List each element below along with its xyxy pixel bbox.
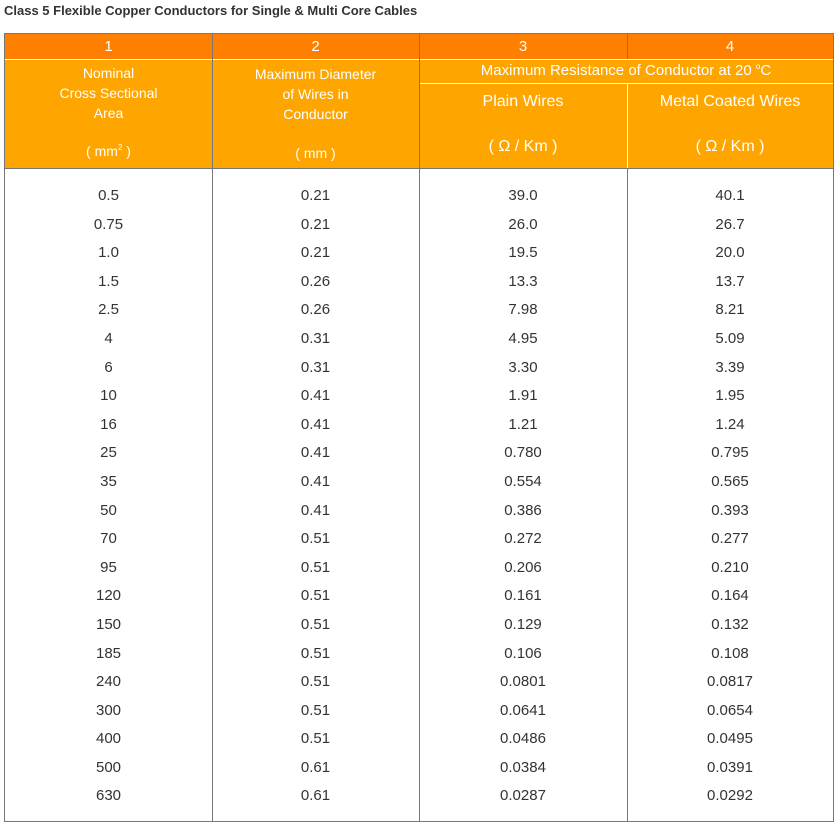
- max-wire-diameter-cell: 0.26: [300, 272, 331, 290]
- header-group-label: Maximum Resistance of Conductor at 20: [480, 62, 756, 79]
- header-col1-line1: Nominal: [82, 65, 135, 81]
- cross-sectional-area-cell: 95: [100, 558, 117, 576]
- max-wire-diameter-cell: 0.21: [300, 215, 331, 233]
- resistance-coated-cell: 0.108: [711, 644, 749, 662]
- table-row: [5, 525, 833, 554]
- table-row: [5, 296, 833, 325]
- table-row: [5, 697, 833, 726]
- cross-sectional-area-cell: 240: [95, 673, 122, 691]
- max-wire-diameter-cell: 0.51: [300, 587, 331, 605]
- resistance-coated-cell: 0.0391: [707, 758, 753, 776]
- resistance-plain-cell: 0.206: [504, 558, 542, 576]
- max-wire-diameter-cell: 0.41: [300, 387, 331, 405]
- resistance-plain-cell: 4.95: [508, 329, 538, 347]
- resistance-coated-cell: 0.277: [711, 530, 749, 548]
- resistance-plain-cell: 0.272: [504, 530, 542, 548]
- table-row: [5, 182, 833, 211]
- max-wire-diameter-cell: 0.41: [300, 415, 331, 433]
- max-wire-diameter-cell: 0.61: [300, 758, 331, 776]
- header-col2-line1: Maximum Diameter: [254, 66, 377, 82]
- header-group-resistance: [419, 61, 833, 83]
- resistance-plain-cell: 0.161: [504, 587, 542, 605]
- header-col4-unit: ( Ω / Km ): [695, 138, 765, 155]
- header-col1-unit-open: ( mm: [86, 143, 118, 159]
- table-row: [5, 239, 833, 268]
- cross-sectional-area-cell: 300: [95, 701, 122, 719]
- resistance-plain-cell: 39.0: [508, 187, 538, 204]
- resistance-plain-cell: 7.98: [508, 301, 538, 319]
- cross-sectional-area-cell: 1.0: [98, 244, 119, 262]
- table-row: [5, 554, 833, 583]
- resistance-coated-cell: 1.95: [715, 387, 745, 405]
- max-wire-diameter-cell: 0.26: [300, 301, 331, 319]
- page-title: Class 5 Flexible Copper Conductors for Single & Multi Core Cables: [4, 3, 418, 18]
- table-row: [5, 754, 833, 783]
- table-row: [5, 325, 833, 354]
- resistance-plain-cell: 26.0: [508, 215, 538, 233]
- resistance-coated-cell: 0.565: [711, 472, 749, 490]
- header-col4-label: Metal Coated Wires: [659, 93, 801, 110]
- cross-sectional-area-cell: 0.5: [98, 187, 119, 204]
- table-row: [5, 439, 833, 468]
- resistance-plain-cell: 0.106: [504, 644, 542, 662]
- table-row: [5, 382, 833, 411]
- resistance-plain-cell: 19.5: [508, 244, 538, 262]
- resistance-coated-cell: 0.0654: [707, 701, 753, 719]
- resistance-coated-cell: 40.1: [715, 187, 745, 204]
- cross-sectional-area-cell: 10: [100, 387, 117, 405]
- table-row: [5, 468, 833, 497]
- cross-sectional-area-cell: 120: [95, 587, 122, 605]
- resistance-coated-cell: 0.393: [711, 501, 749, 519]
- table-row: [5, 211, 833, 240]
- resistance-coated-cell: 20.0: [715, 244, 745, 262]
- resistance-plain-cell: 0.0801: [500, 673, 546, 691]
- cross-sectional-area-cell: 16: [100, 415, 117, 433]
- cross-sectional-area-cell: 150: [95, 615, 122, 633]
- max-wire-diameter-cell: 0.51: [300, 615, 331, 633]
- header-col2-unit: ( mm ): [295, 145, 336, 161]
- table-row: [5, 668, 833, 697]
- cross-sectional-area-cell: 4: [104, 329, 113, 347]
- cross-sectional-area-cell: 400: [95, 730, 122, 748]
- conductor-table: [4, 33, 834, 822]
- header-col3-unit: ( Ω / Km ): [488, 138, 558, 155]
- cross-sectional-area-cell: 35: [100, 472, 117, 490]
- max-wire-diameter-cell: 0.61: [300, 787, 331, 805]
- max-wire-diameter-cell: 0.21: [300, 187, 331, 204]
- column-number-4: 4: [725, 38, 735, 55]
- cross-sectional-area-cell: 70: [100, 530, 117, 548]
- header-col3-label: Plain Wires: [482, 93, 564, 110]
- resistance-plain-cell: 0.129: [504, 615, 542, 633]
- header-col1-unit: [5, 141, 212, 164]
- cross-sectional-area-cell: 0.75: [93, 215, 124, 233]
- cross-sectional-area-cell: 500: [95, 758, 122, 776]
- resistance-coated-cell: 5.09: [715, 329, 745, 347]
- max-wire-diameter-cell: 0.51: [300, 701, 331, 719]
- resistance-plain-cell: 0.386: [504, 501, 542, 519]
- max-wire-diameter-cell: 0.51: [300, 673, 331, 691]
- header-col1-line2: Cross Sectional: [59, 85, 158, 101]
- resistance-plain-cell: 13.3: [508, 272, 538, 290]
- resistance-plain-cell: 0.780: [504, 444, 542, 462]
- resistance-plain-cell: 1.91: [508, 387, 538, 405]
- table-row: [5, 782, 833, 811]
- resistance-coated-cell: 26.7: [715, 215, 745, 233]
- header-group-degree: o: [755, 62, 761, 71]
- cross-sectional-area-cell: 2.5: [98, 301, 119, 319]
- resistance-coated-cell: 0.0495: [707, 730, 753, 748]
- cross-sectional-area-cell: 6: [104, 358, 113, 376]
- resistance-plain-cell: 1.21: [508, 415, 538, 433]
- cross-sectional-area-cell: 25: [100, 444, 117, 462]
- resistance-plain-cell: 3.30: [508, 358, 538, 376]
- resistance-coated-cell: 0.132: [711, 615, 749, 633]
- column-number-1: 1: [104, 38, 113, 55]
- resistance-plain-cell: 0.0384: [500, 758, 546, 776]
- resistance-coated-cell: 1.24: [715, 415, 745, 433]
- max-wire-diameter-cell: 0.51: [300, 530, 331, 548]
- column-divider-3-top: [627, 34, 628, 59]
- table-body: [5, 182, 833, 811]
- max-wire-diameter-cell: 0.31: [300, 329, 331, 347]
- resistance-plain-cell: 0.0287: [500, 787, 546, 805]
- resistance-coated-cell: 13.7: [715, 272, 745, 290]
- header-group-label-end: C: [760, 62, 772, 79]
- column-number-3: 3: [518, 38, 528, 55]
- max-wire-diameter-cell: 0.51: [300, 730, 331, 748]
- resistance-plain-cell: 0.554: [504, 472, 542, 490]
- resistance-coated-cell: 0.0292: [707, 787, 753, 805]
- cross-sectional-area-cell: 1.5: [98, 272, 119, 290]
- max-wire-diameter-cell: 0.41: [300, 501, 331, 519]
- resistance-coated-cell: 0.795: [711, 444, 749, 462]
- table-row: [5, 268, 833, 297]
- cross-sectional-area-cell: 50: [100, 501, 117, 519]
- resistance-coated-cell: 8.21: [715, 301, 745, 319]
- header-col2-line2: of Wires in: [282, 86, 349, 102]
- max-wire-diameter-cell: 0.31: [300, 358, 331, 376]
- table-row: [5, 582, 833, 611]
- max-wire-diameter-cell: 0.41: [300, 472, 331, 490]
- table-row: [5, 725, 833, 754]
- header-col2-line3: Conductor: [283, 106, 348, 122]
- header-col1-unit-sup: 2: [117, 143, 123, 152]
- resistance-coated-cell: 3.39: [715, 358, 745, 376]
- table-row: [5, 354, 833, 383]
- table-row: [5, 640, 833, 669]
- header-col1-line3: Area: [93, 105, 124, 121]
- max-wire-diameter-cell: 0.51: [300, 558, 331, 576]
- resistance-coated-cell: 0.0817: [707, 673, 753, 691]
- cross-sectional-area-cell: 630: [95, 787, 122, 805]
- max-wire-diameter-cell: 0.51: [300, 644, 331, 662]
- column-number-2: 2: [311, 38, 320, 55]
- resistance-plain-cell: 0.0641: [500, 701, 546, 719]
- cross-sectional-area-cell: 185: [95, 644, 122, 662]
- resistance-coated-cell: 0.210: [711, 558, 749, 576]
- resistance-plain-cell: 0.0486: [500, 730, 546, 748]
- table-row: [5, 497, 833, 526]
- max-wire-diameter-cell: 0.41: [300, 444, 331, 462]
- table-row: [5, 411, 833, 440]
- header-col1-unit-close: ): [122, 143, 131, 159]
- resistance-coated-cell: 0.164: [711, 587, 749, 605]
- table-row: [5, 611, 833, 640]
- max-wire-diameter-cell: 0.21: [300, 244, 331, 262]
